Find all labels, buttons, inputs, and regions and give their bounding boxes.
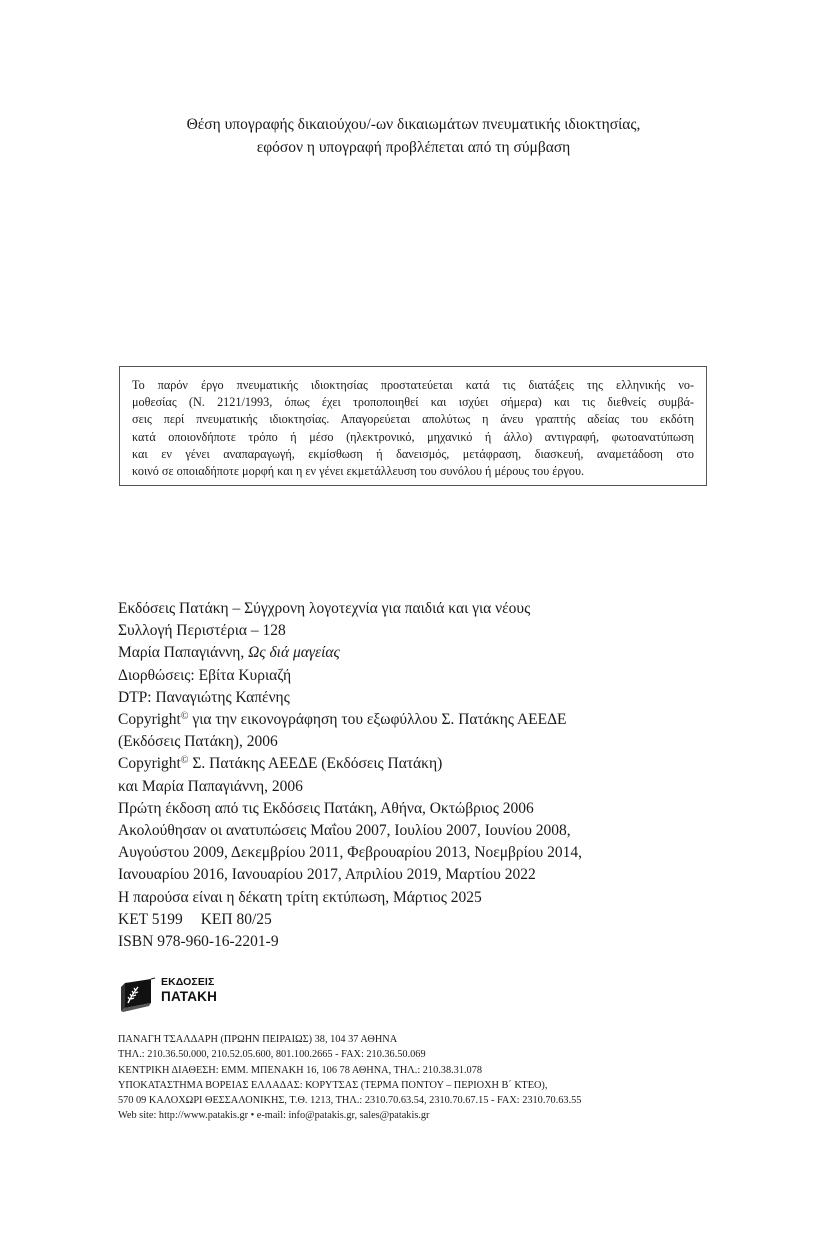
catalog-codes-line bbox=[118, 909, 582, 931]
signature-note-line: εφόσον η υπογραφή προβλέπεται από τη σύμβαση bbox=[256, 139, 571, 156]
logo-text-line: ΕΚΔΟΣΕΙΣ bbox=[161, 976, 215, 988]
rights-notice-line: μοθεσίας (Ν. 2121/1993, όπως έχει τροποποιηθεί και ισχύει σήμερα) και τις διεθνείς συμβά- bbox=[132, 395, 694, 410]
publisher-logo bbox=[119, 975, 225, 1013]
book-title: Ως διά μαγείας bbox=[248, 644, 340, 662]
address-line: ΠΑΝΑΓΗ ΤΣΑΛΔΑΡΗ (ΠΡΩΗΝ ΠΕΙΡΑΙΩΣ) 38, 104 37 ΑΘΗΝΑ bbox=[118, 1034, 398, 1045]
kep-code: ΚΕΠ 80/25 bbox=[200, 910, 272, 928]
publisher-address bbox=[118, 1032, 581, 1124]
phone-line: ΤΗΛ.: 210.36.50.000, 210.52.05.600, 801.100.2665 - FAX: 210.36.50.069 bbox=[118, 1049, 426, 1061]
cover-copyright-line-2: (Εκδόσεις Πατάκη), 2006 bbox=[118, 733, 278, 751]
collection-line: Συλλογή Περιστέρια – 128 bbox=[118, 622, 286, 640]
first-edition-line: Πρώτη έκδοση από τις Εκδόσεις Πατάκη, Αθήνα, Οκτώβριος 2006 bbox=[118, 799, 534, 817]
rights-notice-line: κοινό σε οποιαδήποτε μορφή και η εν γένει εκμετάλλευση του συνόλου ή μέρους του έργου. bbox=[132, 464, 585, 479]
cover-copyright-line bbox=[118, 709, 582, 731]
rights-notice-line: και εν γένει αναπαραγωγή, εκμίσθωση ή δανεισμός, μετάφραση, διασκευή, αναμετάδοση στο bbox=[132, 446, 694, 461]
distribution-line: ΚΕΝΤΡΙΚΗ ΔΙΑΘΕΣΗ: ΕΜΜ. ΜΠΕΝΑΚΗ 16, 106 78 ΑΘΗΝΑ, ΤΗΛ.: 210.38.31.078 bbox=[118, 1064, 482, 1076]
author-title-line bbox=[118, 642, 582, 664]
copyright-word: Copyright bbox=[118, 711, 181, 729]
rights-notice-box bbox=[119, 366, 707, 486]
proofreading-line: Διορθώσεις: Εβίτα Κυριαζή bbox=[118, 666, 292, 684]
cover-copyright-text: για την εικονογράφηση του εξωφύλλου Σ. Πατάκης ΑΕΕΔΕ bbox=[188, 711, 567, 729]
branch-line: ΥΠΟΚΑΤΑΣΤΗΜΑ ΒΟΡΕΙΑΣ ΕΛΛΑΔΑΣ: ΚΟΡΥΤΣΑΣ (ΤΕΡΜΑ ΠΟΝΤΟΥ – ΠΕΡΙΟΧΗ Β΄ ΚΤΕΟ), bbox=[118, 1079, 548, 1091]
text-copyright-line bbox=[118, 753, 582, 775]
rights-notice-line: κατά οποιονδήποτε τρόπο ή μέσο (ηλεκτρονικό, μηχανικό ή άλλο) αντιγραφή, φωτοανατύπωση bbox=[132, 429, 694, 444]
isbn-line: ISBN 978-960-16-2201-9 bbox=[118, 933, 279, 951]
text-copyright-line-2: και Μαρία Παπαγιάννη, 2006 bbox=[118, 777, 303, 795]
series-line: Εκδόσεις Πατάκη – Σύγχρονη λογοτεχνία για παιδιά και για νέους bbox=[118, 600, 531, 617]
book-stack-icon bbox=[119, 975, 159, 1013]
reprints-line: Ακολούθησαν οι ανατυπώσεις Μαΐου 2007, Ιουλίου 2007, Ιουνίου 2008, bbox=[118, 822, 571, 840]
publication-credits bbox=[118, 598, 582, 953]
signature-note bbox=[0, 113, 827, 159]
copyright-symbol: © bbox=[180, 711, 189, 723]
author-name: Μαρία Παπαγιάννη, bbox=[118, 644, 249, 662]
signature-note-line: Θέση υπογραφής δικαιούχου/-ων δικαιωμάτων πνευματικής ιδιοκτησίας, bbox=[186, 116, 641, 133]
logo-text-line: ΠΑΤΑΚΗ bbox=[161, 989, 218, 1004]
copyright-symbol: © bbox=[180, 755, 189, 767]
branch-address-line: 570 09 ΚΑΛΟΧΩΡΙ ΘΕΣΣΑΛΟΝΙΚΗΣ, Τ.Θ. 1213, ΤΗΛ.: 2310.70.63.54, 2310.70.67.15 - FAX: 2310.70.63.55 bbox=[118, 1095, 582, 1107]
rights-notice-line: σεις περί πνευματικής ιδιοκτησίας. Απαγορεύεται απολύτως η άνευ γραπτής αδείας του εκδότη bbox=[132, 412, 694, 427]
ket-code: ΚΕΤ 5199 bbox=[118, 910, 183, 928]
rights-notice-line: Το παρόν έργο πνευματικής ιδιοκτησίας προστατεύεται κατά τις διατάξεις της ελληνικής νο- bbox=[132, 378, 694, 392]
reprints-line: Ιανουαρίου 2016, Ιανουαρίου 2017, Απριλίου 2019, Μαρτίου 2022 bbox=[118, 866, 536, 884]
text-copyright-text: Σ. Πατάκης ΑΕΕΔΕ (Εκδόσεις Πατάκη) bbox=[188, 755, 443, 773]
copyright-word: Copyright bbox=[118, 755, 181, 773]
dtp-line: DTP: Παναγιώτης Καπένης bbox=[118, 688, 290, 706]
web-email-line: Web site: http://www.patakis.gr • e-mail: info@patakis.gr, sales@patakis.gr bbox=[118, 1110, 430, 1122]
reprints-line: Αυγούστου 2009, Δεκεμβρίου 2011, Φεβρουαρίου 2013, Νοεμβρίου 2014, bbox=[118, 844, 582, 862]
current-printing-line: Η παρούσα είναι η δέκατη τρίτη εκτύπωση, Μάρτιος 2025 bbox=[118, 888, 482, 906]
